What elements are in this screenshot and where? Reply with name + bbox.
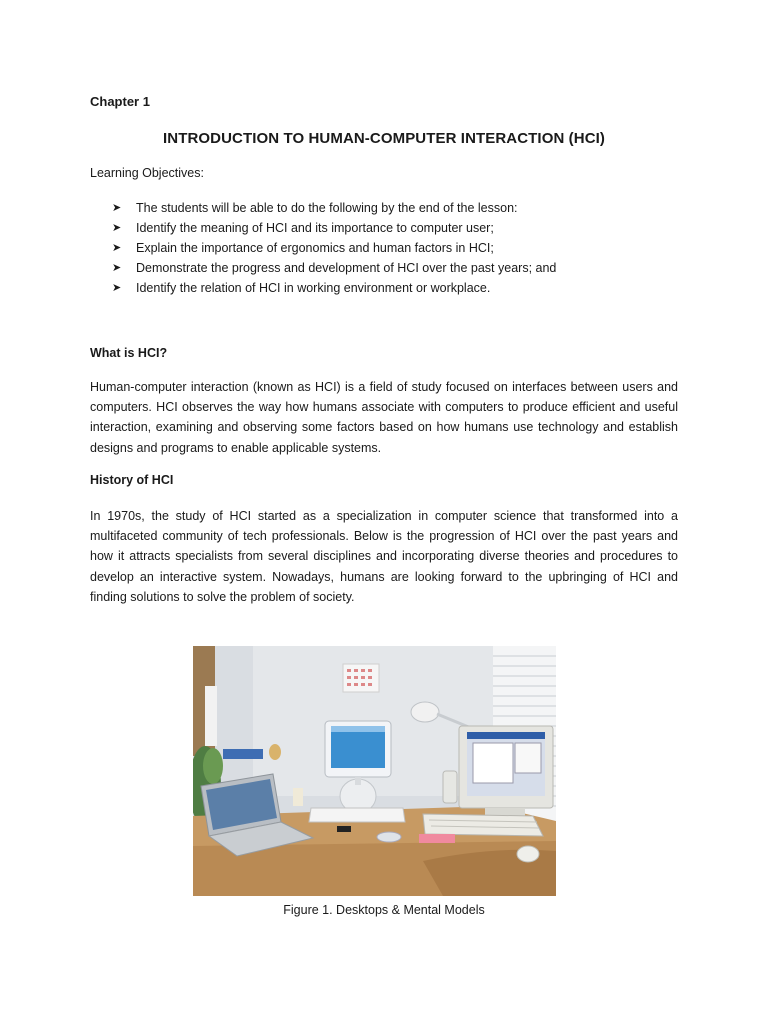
figure-caption: Figure 1. Desktops & Mental Models (283, 903, 485, 917)
arrow-bullet-icon: ➤ (112, 242, 122, 254)
objective-text: Identify the meaning of HCI and its importance to computer user; (136, 221, 494, 235)
chapter-label: Chapter 1 (90, 94, 150, 109)
arrow-bullet-icon: ➤ (112, 282, 122, 294)
list-item (112, 238, 556, 258)
objectives-list (112, 198, 556, 298)
section-heading-history: History of HCI (90, 473, 174, 487)
figure-desk-photo (193, 646, 556, 896)
objective-text: The students will be able to do the following by the end of the lesson: (136, 201, 518, 215)
page-title: INTRODUCTION TO HUMAN-COMPUTER INTERACTION (HCI) (163, 130, 605, 147)
arrow-bullet-icon: ➤ (112, 222, 122, 234)
list-item (112, 278, 556, 298)
objective-text: Identify the relation of HCI in working environment or workplace. (136, 281, 491, 295)
section-body-what-is-hci: Human-computer interaction (known as HCI) is a field of study focused on interfaces between users and computers. HCI observes the way how humans associate with computers to produce efficient and useful interaction, examining and observing some factors based on how humans use technology and establish designs and programs to enable applicable systems. (90, 380, 678, 455)
objective-text: Demonstrate the progress and development of HCI over the past years; and (136, 261, 557, 275)
section-body-history: In 1970s, the study of HCI started as a specialization in computer science that transformed into a multifaceted community of tech professionals. Below is the progression of HCI over the past years and how it attracts specialists from several disciplines and incorporating diverse theories and procedures to develop an interactive system. Nowadays, humans are looking forward to the upbringing of HCI and finding solutions to solve the problem of society. (90, 509, 678, 604)
objective-text: Explain the importance of ergonomics and human factors in HCI; (136, 241, 494, 255)
list-item (112, 198, 556, 218)
section-heading-what-is-hci: What is HCI? (90, 346, 168, 360)
objectives-label: Learning Objectives: (90, 166, 204, 180)
arrow-bullet-icon: ➤ (112, 262, 122, 274)
list-item (112, 218, 556, 238)
list-item (112, 258, 556, 278)
arrow-bullet-icon: ➤ (112, 202, 122, 214)
